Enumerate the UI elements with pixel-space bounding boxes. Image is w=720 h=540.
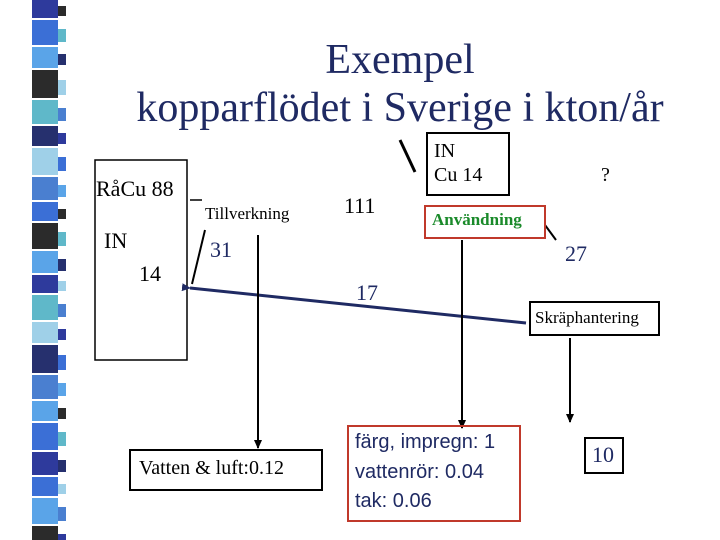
arrow-27 xyxy=(545,225,556,240)
farg-line-1: färg, impregn: 1 xyxy=(355,431,496,453)
title-line-1: Exempel xyxy=(325,37,475,83)
question-mark: ? xyxy=(601,164,610,186)
in-cu-line-2: Cu 14 xyxy=(434,164,483,186)
vatten-label: Vatten & luft:0.12 xyxy=(139,457,284,479)
value-10: 10 xyxy=(592,442,614,467)
value-17: 17 xyxy=(356,280,378,305)
arrow-31 xyxy=(192,230,205,284)
value-111: 111 xyxy=(344,193,376,218)
farg-line-2: vattenrör: 0.04 xyxy=(355,461,484,483)
value-31: 31 xyxy=(210,237,232,262)
skraphantering-label: Skräphantering xyxy=(535,308,639,327)
value-27: 27 xyxy=(565,241,587,266)
anvandning-label: Användning xyxy=(432,210,522,229)
tillverkning-label: Tillverkning xyxy=(205,204,290,223)
in-cu-line-1: IN xyxy=(434,140,456,162)
racu-label: RåCu 88 xyxy=(96,176,174,201)
farg-line-3: tak: 0.06 xyxy=(355,490,432,512)
title-line-2: kopparflödet i Sverige i kton/år xyxy=(136,85,664,131)
in-left-value: 14 xyxy=(139,261,161,286)
in-left-label: IN xyxy=(104,228,128,253)
arrow-in-cu xyxy=(400,140,415,172)
